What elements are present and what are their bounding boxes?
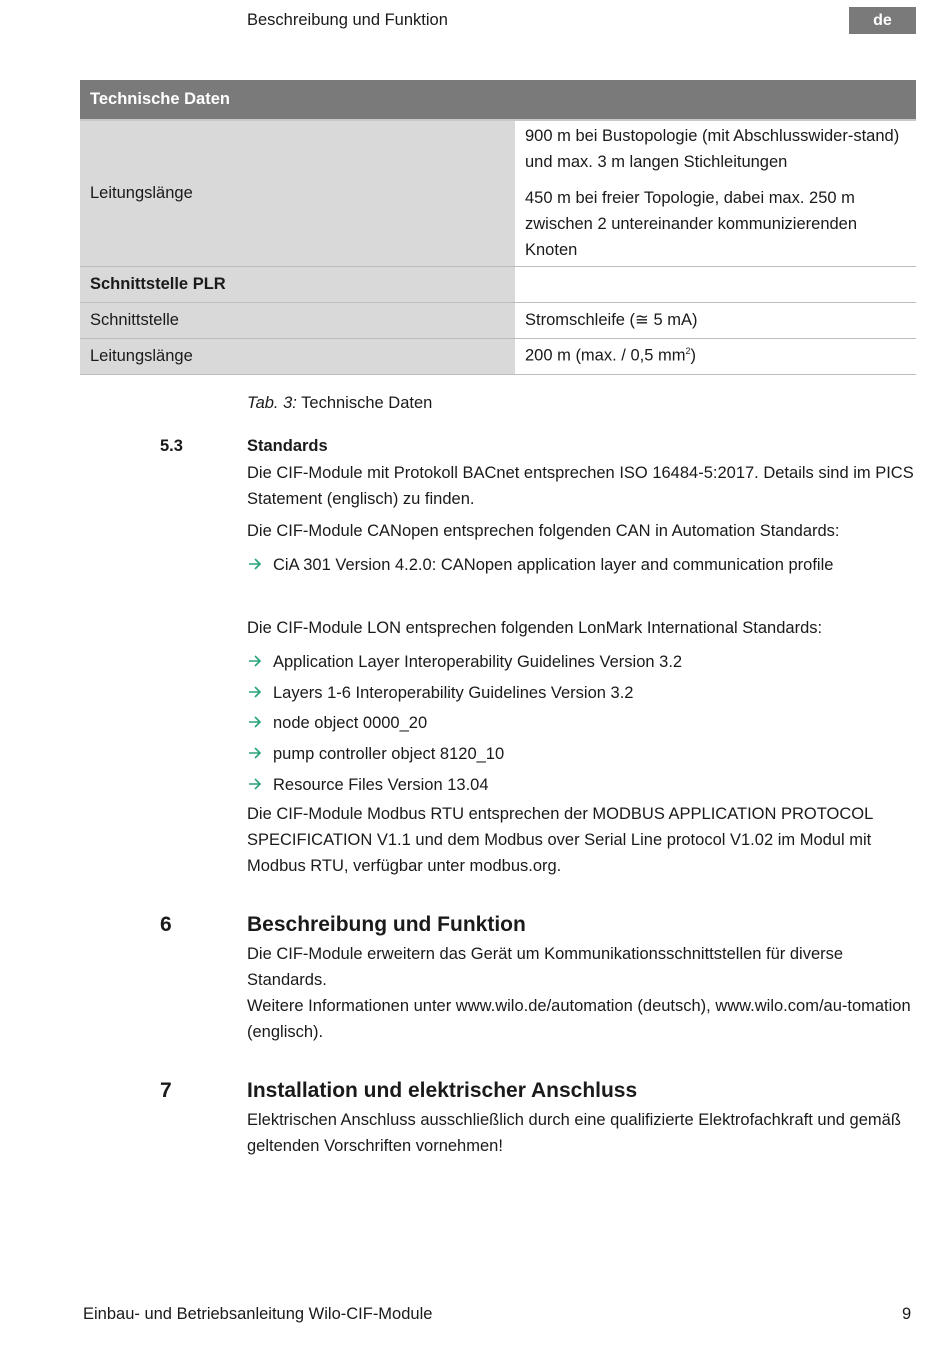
table-caption — [247, 394, 432, 413]
table-row — [80, 338, 916, 374]
table-row-value — [515, 266, 916, 302]
list-item-text: Resource Files Version 13.04 — [273, 776, 489, 794]
paragraph: Weitere Informationen unter www.wilo.de/automation (deutsch), www.wilo.com/au-tomation (englisch). — [247, 997, 911, 1041]
table-value-text: 900 m bei Bustopologie (mit Abschlusswider-stand) und max. 3 m langen Stichleitungen — [525, 127, 900, 172]
list-item — [247, 552, 915, 578]
section-number: 6 — [160, 913, 172, 936]
table-row-value — [515, 338, 916, 374]
list-item-text: Layers 1-6 Interoperability Guidelines Version 3.2 — [273, 684, 634, 702]
list-item — [247, 680, 915, 706]
footer-document-title: Einbau- und Betriebsanleitung Wilo-CIF-Module — [83, 1305, 433, 1323]
table-heading: Technische Daten — [80, 80, 916, 120]
arrow-right-icon — [247, 745, 263, 761]
table-subheading: Schnittstelle PLR — [80, 266, 515, 302]
arrow-right-icon — [247, 714, 263, 730]
paragraph: Die CIF-Module mit Protokoll BACnet entsprechen ISO 16484-5:2017. Details sind im PICS Statement (englisch) zu finden. — [247, 464, 914, 508]
list-item — [247, 772, 915, 798]
arrow-right-icon — [247, 776, 263, 792]
list-item — [247, 741, 915, 767]
table-row-label: Leitungslänge — [80, 338, 515, 374]
list-item-text: pump controller object 8120_10 — [273, 745, 505, 763]
section-title: Beschreibung und Funktion — [247, 913, 526, 936]
table-value-text: ) — [690, 346, 696, 365]
arrow-right-icon — [247, 653, 263, 669]
table-value-text: 450 m bei freier Topologie, dabei max. 250 m zwischen 2 untereinander kommunizierenden Knoten — [525, 189, 858, 260]
table-row-label: Schnittstelle — [80, 302, 515, 338]
table-row-value: Stromschleife (≅ 5 mA) — [515, 302, 916, 338]
table-row-value — [515, 120, 916, 266]
table-row-label: Leitungslänge — [80, 120, 515, 266]
caption-label: Tab. 3: — [247, 394, 297, 412]
table-row — [80, 120, 916, 266]
arrow-right-icon — [247, 556, 263, 572]
paragraph: Die CIF-Module CANopen entsprechen folgenden CAN in Automation Standards: — [247, 522, 840, 540]
superscript: 2 — [685, 346, 691, 357]
paragraph: Die CIF-Module Modbus RTU entsprechen der MODBUS APPLICATION PROTOCOL SPECIFICATION V1.1 und dem Modbus over Serial Line protocol V1.02 im Modul mit Modbus RTU, verfügbar unter modbus.org. — [247, 805, 873, 875]
section-title: Installation und elektrischer Anschluss — [247, 1079, 638, 1102]
page-number: 9 — [902, 1305, 912, 1323]
caption-text: Technische Daten — [301, 394, 433, 412]
paragraph: Elektrischen Anschluss ausschließlich durch eine qualifizierte Elektrofachkraft und gemäß geltenden Vorschriften vornehmen! — [247, 1111, 901, 1155]
table-value-text: 200 m (max. / 0,5 mm — [525, 346, 686, 365]
list-item — [247, 649, 915, 675]
list-item — [247, 710, 915, 736]
paragraph: Die CIF-Module erweitern das Gerät um Kommunikationsschnittstellen für diverse Standards. — [247, 945, 844, 989]
section-number: 7 — [160, 1079, 172, 1102]
technical-data-table — [80, 80, 916, 375]
section-number: 5.3 — [160, 437, 183, 455]
arrow-right-icon — [247, 684, 263, 700]
section-title: Standards — [247, 437, 328, 455]
language-badge: de — [849, 7, 916, 34]
running-header-title: Beschreibung und Funktion — [247, 11, 448, 29]
table-row — [80, 266, 916, 302]
list-item-text: CiA 301 Version 4.2.0: CANopen application layer and communication profile — [273, 556, 834, 574]
list-item-text: node object 0000_20 — [273, 714, 428, 732]
paragraph: Die CIF-Module LON entsprechen folgenden LonMark International Standards: — [247, 619, 823, 637]
table-row — [80, 302, 916, 338]
list-item-text: Application Layer Interoperability Guidelines Version 3.2 — [273, 653, 683, 671]
